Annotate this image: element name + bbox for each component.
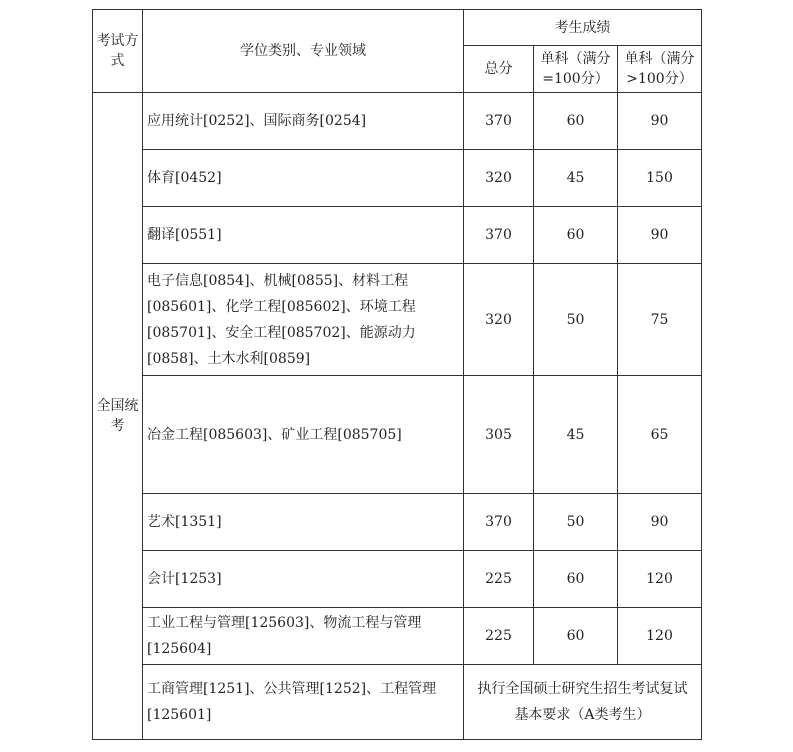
row-field: 体育[0452]	[143, 150, 464, 207]
row-single-over100: 90	[618, 207, 702, 264]
row-total: 225	[464, 608, 534, 665]
row-single-100: 60	[534, 207, 618, 264]
row-total: 370	[464, 93, 534, 150]
row-single-over100: 120	[618, 608, 702, 665]
row-single-over100: 120	[618, 551, 702, 608]
row-single-100: 45	[534, 376, 618, 494]
row-field: 电子信息[0854]、机械[0855]、材料工程[085601]、化学工程[085602]、环境工程[085701]、安全工程[085702]、能源动力[0858]、土木水利[0859]	[143, 264, 464, 376]
row-single-100: 50	[534, 494, 618, 551]
header-single-over100: 单科（满分>100分）	[618, 46, 702, 93]
row-single-over100: 65	[618, 376, 702, 494]
row-single-over100: 90	[618, 494, 702, 551]
row-single-100: 60	[534, 551, 618, 608]
row-field: 会计[1253]	[143, 551, 464, 608]
score-table	[92, 9, 702, 740]
row-total: 370	[464, 494, 534, 551]
row-single-100: 45	[534, 150, 618, 207]
row-total: 225	[464, 551, 534, 608]
row-single-100: 60	[534, 93, 618, 150]
row-field: 艺术[1351]	[143, 494, 464, 551]
exam-method-cell: 全国统考	[93, 93, 143, 740]
row-total: 370	[464, 207, 534, 264]
header-total: 总分	[464, 46, 534, 93]
row-total: 320	[464, 150, 534, 207]
last-row-requirement: 执行全国硕士研究生招生考试复试基本要求（A类考生）	[464, 665, 702, 740]
row-single-over100: 90	[618, 93, 702, 150]
row-field: 工业工程与管理[125603]、物流工程与管理[125604]	[143, 608, 464, 665]
header-exam-method: 考试方式	[93, 10, 143, 93]
row-total: 305	[464, 376, 534, 494]
row-single-100: 50	[534, 264, 618, 376]
header-single-100: 单科（满分=100分）	[534, 46, 618, 93]
row-field: 应用统计[0252]、国际商务[0254]	[143, 93, 464, 150]
row-field: 冶金工程[085603]、矿业工程[085705]	[143, 376, 464, 494]
row-single-over100: 150	[618, 150, 702, 207]
header-degree-field: 学位类别、专业领域	[143, 10, 464, 93]
row-field: 翻译[0551]	[143, 207, 464, 264]
row-total: 320	[464, 264, 534, 376]
last-row-field: 工商管理[1251]、公共管理[1252]、工程管理[125601]	[143, 665, 464, 740]
header-scores: 考生成绩	[464, 10, 702, 46]
row-single-100: 60	[534, 608, 618, 665]
row-single-over100: 75	[618, 264, 702, 376]
